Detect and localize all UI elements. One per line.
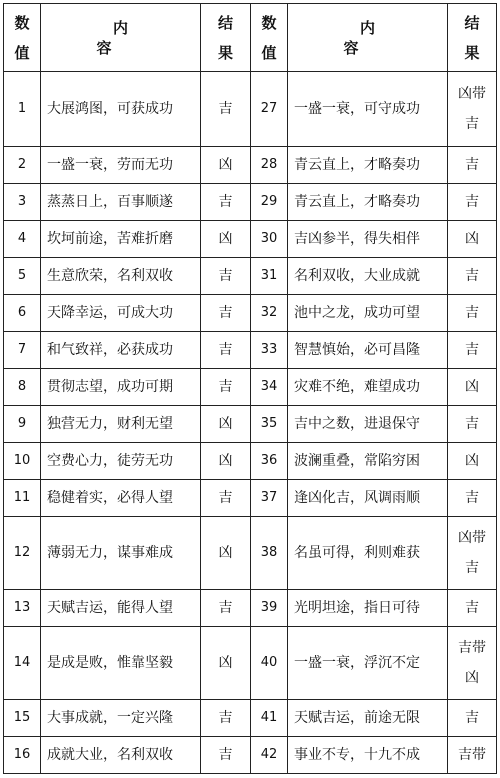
table-row (4, 184, 497, 221)
row-content-left: 和气致祥，必获成功 (41, 332, 201, 369)
row-result-left: 吉 (201, 737, 251, 774)
row-content-left: 成就大业，名利双收 (41, 737, 201, 774)
row-result-right: 吉带 (448, 737, 497, 774)
row-result-left: 凶 (201, 443, 251, 480)
row-result-right: 凶 (448, 443, 497, 480)
row-result-left: 吉 (201, 258, 251, 295)
row-result-right: 吉 (448, 184, 497, 221)
row-content-right: 名虽可得，利则难获 (288, 517, 448, 590)
row-content-right: 智慧慎始，必可昌隆 (288, 332, 448, 369)
header-row (4, 4, 497, 72)
row-number-left: 5 (4, 258, 41, 295)
row-result-right: 凶带吉 (448, 517, 497, 590)
table-row (4, 627, 497, 700)
row-content-right: 青云直上，才略奏功 (288, 184, 448, 221)
row-result-right: 凶带吉 (448, 72, 497, 147)
row-content-right: 吉中之数，进退保守 (288, 406, 448, 443)
row-result-right: 吉 (448, 332, 497, 369)
row-content-right: 名利双收，大业成就 (288, 258, 448, 295)
row-result-right: 凶 (448, 221, 497, 258)
row-number-right: 42 (251, 737, 288, 774)
row-number-left: 4 (4, 221, 41, 258)
row-number-right: 41 (251, 700, 288, 737)
table-row (4, 737, 497, 774)
row-number-right: 37 (251, 480, 288, 517)
header-num-left: 数值 (4, 4, 41, 72)
table-row (4, 221, 497, 258)
row-content-left: 生意欣荣，名利双收 (41, 258, 201, 295)
header-num-right: 数值 (251, 4, 288, 72)
row-number-right: 27 (251, 72, 288, 147)
fortune-table (3, 3, 497, 774)
row-number-right: 29 (251, 184, 288, 221)
row-content-left: 是成是败，惟靠坚毅 (41, 627, 201, 700)
table-row (4, 369, 497, 406)
row-result-left: 凶 (201, 406, 251, 443)
row-result-right: 吉 (448, 590, 497, 627)
header-result-right: 结果 (448, 4, 497, 72)
row-content-left: 大展鸿图，可获成功 (41, 72, 201, 147)
row-result-left: 凶 (201, 147, 251, 184)
row-content-left: 大事成就，一定兴隆 (41, 700, 201, 737)
row-content-left: 一盛一衰，劳而无功 (41, 147, 201, 184)
row-result-left: 凶 (201, 517, 251, 590)
header-result-left: 结果 (201, 4, 251, 72)
row-result-right: 吉带凶 (448, 627, 497, 700)
row-number-left: 3 (4, 184, 41, 221)
row-result-left: 吉 (201, 480, 251, 517)
row-number-right: 30 (251, 221, 288, 258)
row-number-left: 16 (4, 737, 41, 774)
row-number-right: 35 (251, 406, 288, 443)
row-result-left: 凶 (201, 221, 251, 258)
table-row (4, 480, 497, 517)
row-number-right: 39 (251, 590, 288, 627)
header-content-left: 内 容 (41, 4, 201, 72)
row-content-left: 贯彻志望，成功可期 (41, 369, 201, 406)
row-number-left: 11 (4, 480, 41, 517)
row-number-left: 14 (4, 627, 41, 700)
row-result-right: 吉 (448, 258, 497, 295)
table-row (4, 590, 497, 627)
row-content-left: 空费心力，徒劳无功 (41, 443, 201, 480)
row-number-left: 15 (4, 700, 41, 737)
row-number-left: 9 (4, 406, 41, 443)
row-content-right: 光明坦途，指日可待 (288, 590, 448, 627)
row-number-right: 32 (251, 295, 288, 332)
row-content-left: 薄弱无力，谋事难成 (41, 517, 201, 590)
table-row (4, 295, 497, 332)
row-number-right: 38 (251, 517, 288, 590)
row-content-right: 池中之龙，成功可望 (288, 295, 448, 332)
row-content-right: 一盛一衰，可守成功 (288, 72, 448, 147)
row-number-left: 10 (4, 443, 41, 480)
row-number-right: 40 (251, 627, 288, 700)
table-row (4, 332, 497, 369)
table-row (4, 517, 497, 590)
row-result-right: 凶 (448, 369, 497, 406)
row-number-right: 36 (251, 443, 288, 480)
row-number-right: 34 (251, 369, 288, 406)
table-row (4, 72, 497, 147)
row-content-left: 天降幸运，可成大功 (41, 295, 201, 332)
row-number-left: 2 (4, 147, 41, 184)
row-content-right: 吉凶参半，得失相伴 (288, 221, 448, 258)
row-number-left: 1 (4, 72, 41, 147)
row-result-left: 吉 (201, 72, 251, 147)
row-number-right: 33 (251, 332, 288, 369)
table-row (4, 406, 497, 443)
row-number-left: 7 (4, 332, 41, 369)
row-number-right: 28 (251, 147, 288, 184)
row-result-left: 凶 (201, 627, 251, 700)
row-number-left: 12 (4, 517, 41, 590)
row-result-left: 吉 (201, 369, 251, 406)
row-content-left: 稳健着实，必得人望 (41, 480, 201, 517)
row-result-right: 吉 (448, 480, 497, 517)
row-result-right: 吉 (448, 295, 497, 332)
table-row (4, 258, 497, 295)
row-content-left: 蒸蒸日上，百事顺遂 (41, 184, 201, 221)
row-result-right: 吉 (448, 147, 497, 184)
row-number-left: 8 (4, 369, 41, 406)
header-content-right: 内 容 (288, 4, 448, 72)
row-result-left: 吉 (201, 332, 251, 369)
row-content-right: 逢凶化吉，风调雨顺 (288, 480, 448, 517)
row-content-right: 灾难不绝，难望成功 (288, 369, 448, 406)
row-content-right: 事业不专，十九不成 (288, 737, 448, 774)
row-content-right: 一盛一衰，浮沉不定 (288, 627, 448, 700)
table-row (4, 443, 497, 480)
row-number-left: 13 (4, 590, 41, 627)
row-number-right: 31 (251, 258, 288, 295)
row-result-right: 吉 (448, 406, 497, 443)
row-content-right: 波澜重叠，常陷穷困 (288, 443, 448, 480)
row-content-left: 独营无力，财利无望 (41, 406, 201, 443)
table-row (4, 700, 497, 737)
row-result-left: 吉 (201, 184, 251, 221)
row-result-right: 吉 (448, 700, 497, 737)
row-result-left: 吉 (201, 700, 251, 737)
row-result-left: 吉 (201, 295, 251, 332)
row-number-left: 6 (4, 295, 41, 332)
row-content-left: 天赋吉运，能得人望 (41, 590, 201, 627)
row-content-right: 天赋吉运，前途无限 (288, 700, 448, 737)
row-content-right: 青云直上，才略奏功 (288, 147, 448, 184)
row-result-left: 吉 (201, 590, 251, 627)
row-content-left: 坎坷前途，苦难折磨 (41, 221, 201, 258)
table-row (4, 147, 497, 184)
